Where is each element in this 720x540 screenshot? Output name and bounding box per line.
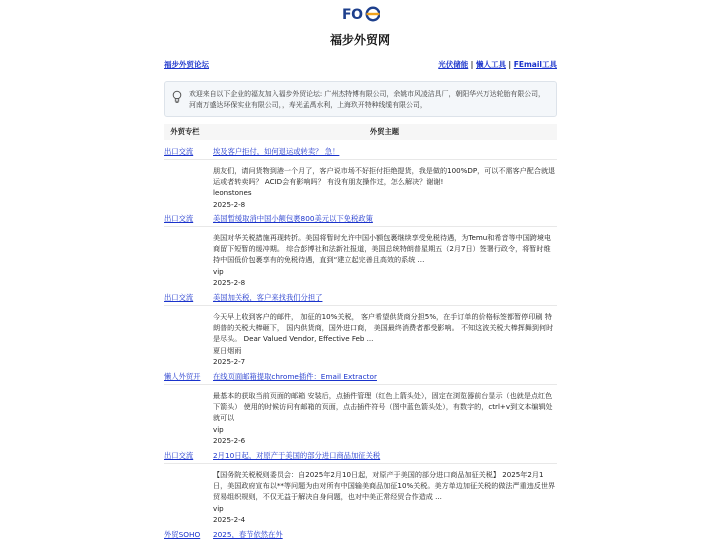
row-title-link[interactable]: 2月10日起，对原产于美国的部分进口商品加征关税 [213,451,381,460]
row-excerpt: 美国对华关税措施再现转折。美国将暂时允许中国小额包裹继续享受免税待遇，为Temu和希音等中国跨境电商留下短暂的缓冲期。 综合彭博社和法新社报道，美国总统特朗普星期五（2月7日）签署行政令，将暂时维持中国低价包裹享有的免税待遇，直到“建立起完善且高效的系统 ... vip 2025-2-8 [213,232,557,288]
col-topic-header: 外贸主题 [369,127,400,136]
divider [164,159,557,160]
row-excerpt: 【国务院关税税则委员会：自2025年2月10日起，对原产于美国的部分进口商品加征关税】 2025年2月1日，美国政府宣布以**等问题为由对所有中国输美商品加征10%关税。美方单边加征关税的做法严重违反世界贸易组织规则，不仅无益于解决自身问题，也对中美正常经贸合作造成 ... vip 2025-2-4 [213,470,556,524]
row-excerpt: 朋友们，请问货物到港一个月了，客户说市场不好拒付拒绝提货，我是做的100%DP，可以不需客户配合就退运或者转卖吗？ ACID会有影响吗？ 有没有朋友操作过，怎么解决？谢谢! leonstones 2025-2-8 [213,166,556,209]
top-nav [164,59,557,71]
row-author: vip [213,503,224,513]
row-author: vip [213,424,224,434]
row-author: leonstones [213,188,252,198]
table-row [164,449,557,527]
row-date: 2025-2-6 [213,435,246,445]
fob-logo [342,6,380,22]
divider [164,305,557,306]
table-row [164,145,557,211]
table-row [164,528,557,540]
row-category-link[interactable]: 出口交流 [164,293,194,302]
row-category-link[interactable]: 懒人外贸开 [164,372,201,381]
lightbulb-icon [172,90,182,104]
divider [164,463,557,464]
notice-text: 欢迎来自以下企业的福友加入福步外贸论坛: 广州杰特博有限公司，余姚市风凌洁具厂，朝阳华兴万达轮胎有限公司，河南万盛达环保实业有限公司，，寿光孟禹水利，上海玖开特种线缆有限公司， [189,90,545,109]
row-date: 2025-2-4 [213,514,246,524]
site-title: 福步外贸网 [329,33,390,47]
row-date: 2025-2-7 [213,356,246,366]
solar-storage-link[interactable]: 光伏储能 [438,60,469,69]
row-author: 夏日烟雨 [213,345,242,355]
row-date: 2025-2-8 [213,277,246,287]
row-title-link[interactable]: 美国暂缓取消中国小额包裹800美元以下免税政策 [213,214,373,223]
row-category-link[interactable]: 出口交流 [164,214,194,223]
row-title-link[interactable]: 美国加关税，客户来找我们分担了 [213,293,323,302]
col-category-header: 外贸专栏 [170,127,200,136]
lazy-tools-link[interactable]: 懒人工具 [475,60,506,69]
table-row [164,291,557,369]
row-category-link[interactable]: 外贸SOHO [164,530,201,539]
row-category-link[interactable]: 出口交流 [164,451,194,460]
row-author: vip [213,266,224,276]
table-header [164,124,557,140]
divider [164,226,557,227]
row-date: 2025-2-8 [213,199,246,209]
row-category-link[interactable]: 出口交流 [164,147,194,156]
tool-links: 光伏储能 | 懒人工具 | FEmail工具 [438,60,557,69]
welcome-notice [164,81,557,117]
divider [164,384,557,385]
row-excerpt: 最基本的获取当前页面的邮箱 安装后，点插件管理（红色上箭头处），固定在浏览器前台显示（也就是点红色下箭头） 使用的时候访问有邮箱的页面，点击插件符号（图中蓝色箭头处），有数字的，ctrl+v到文本编辑处就可以 vip 2025-2-6 [213,390,557,446]
row-title-link[interactable]: 埃及客户拒付，如何退运或转卖？ 急！ [213,147,340,156]
row-excerpt: 今天早上收到客户的邮件， 加征的10%关税， 客户希望供货商分担5%，在手订单的价格标签都暂停印刷 特朗普的关税大棒砸下， 国内供货商，国外进口商， 美国最终消费者都受影响。 不知这波关税大棒挥舞到何时是尽头。 Dear Valued Vendor, Effective Feb ... 夏日烟雨 2025-2-7 [213,311,557,367]
table-row [164,212,557,290]
table-row [164,370,557,448]
femail-tool-link[interactable]: FEmail工具 [513,60,557,69]
row-title-link[interactable]: 在线页面邮箱提取chrome插件：Email Extractor [213,372,377,381]
svg-text:FO: FO [342,7,363,22]
row-title-link[interactable]: 2025，春节依然在外 [213,530,283,539]
forum-home-link[interactable]: 福步外贸论坛 [164,60,209,69]
